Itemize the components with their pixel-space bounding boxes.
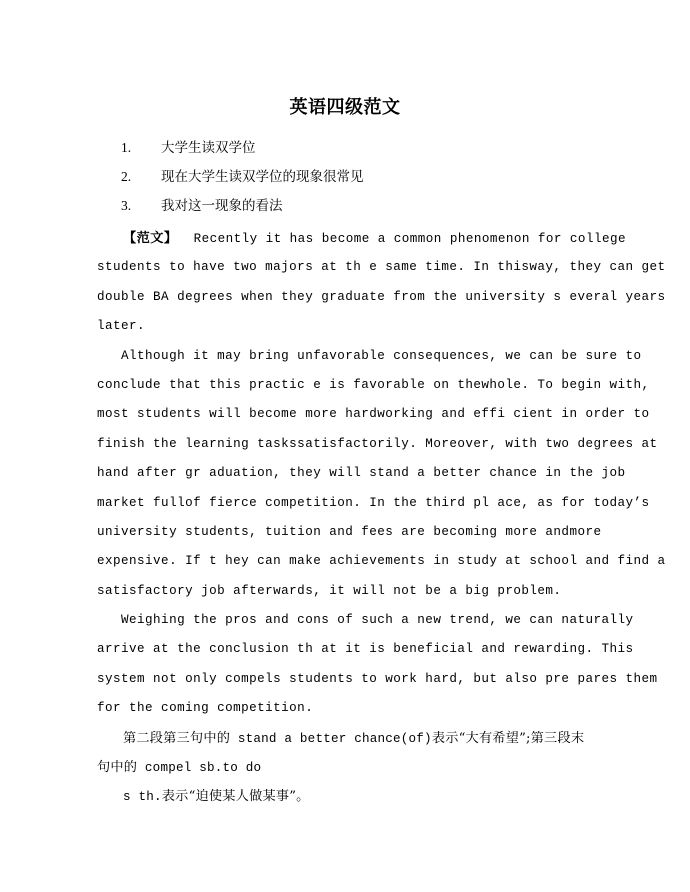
annotation-phrase: stand a better chance(of) — [230, 731, 432, 746]
essay-line: double BA degrees when they graduate from the university s everal years — [97, 289, 666, 304]
paragraph-conclusion — [97, 606, 658, 724]
list-item-label: 我对这一现象的看法 — [161, 198, 283, 214]
essay-line: Weighing the pros and cons of such a new trend, we can naturally — [97, 613, 634, 628]
list-item — [97, 133, 597, 162]
essay-line: conclude that this practic e is favorable on thewhole. To begin with, — [97, 377, 650, 392]
essay-body — [97, 224, 666, 812]
annotation-line — [97, 724, 597, 753]
paragraph-sample — [97, 224, 666, 342]
essay-line: finish the learning taskssatisfactorily. Moreover, with two degrees at — [97, 436, 658, 451]
annotation-line — [97, 753, 597, 782]
annotation-text-suffix: 表示“迫使某人做某事”。 — [161, 789, 310, 805]
essay-line: Although it may bring unfavorable consequences, we can be sure to — [97, 348, 642, 363]
essay-line: expensive. If t hey can make achievements in study at school and find a — [97, 554, 666, 569]
annotation-text-prefix: 第二段第三句中的 — [123, 730, 231, 746]
essay-line: satisfactory job afterwards, it will not be a big problem. — [97, 583, 562, 598]
essay-line — [97, 224, 626, 253]
annotation-phrase: compel sb.to do — [137, 761, 262, 776]
annotation-phrase: s th. — [123, 790, 162, 805]
list-item — [97, 191, 597, 220]
essay-line: hand after gr aduation, they will stand a better chance in the job — [97, 466, 626, 481]
sample-marker: 【范文】 — [123, 231, 178, 246]
list-item-number: 2. — [121, 169, 132, 184]
page-title: 英语四级范文 — [289, 97, 401, 118]
essay-line: students to have two majors at th e same time. In thisway, they can get — [97, 260, 666, 275]
annotation-text-prefix: 句中的 — [97, 760, 138, 776]
annotation-line — [97, 782, 597, 811]
essay-line: most students will become more hardworking and effi cient in order to — [97, 407, 650, 422]
paragraph-body-one — [97, 342, 666, 607]
annotation-text-suffix: 表示“大有希望”;第三段末 — [431, 730, 585, 746]
list-item-label: 大学生读双学位 — [161, 140, 256, 156]
outline-list — [97, 133, 597, 220]
list-item-label: 现在大学生读双学位的现象很常见 — [161, 169, 364, 185]
essay-line: later. — [97, 319, 146, 334]
list-item-number: 1. — [121, 140, 132, 155]
essay-line: market fullof fierce competition. In the third pl ace, as for today’s — [97, 495, 650, 510]
list-item-number: 3. — [121, 198, 132, 213]
essay-line: for the coming competition. — [97, 701, 314, 716]
essay-line: system not only compels students to work hard, but also pre pares them — [97, 671, 658, 686]
paragraph-annotation — [97, 724, 597, 812]
essay-line: arrive at the conclusion th at it is beneficial and rewarding. This — [97, 642, 634, 657]
essay-line: university students, tuition and fees are becoming more andmore — [97, 524, 602, 539]
list-item — [97, 162, 597, 191]
essay-line-text: Recently it has become a common phenomenon for college — [177, 232, 626, 246]
